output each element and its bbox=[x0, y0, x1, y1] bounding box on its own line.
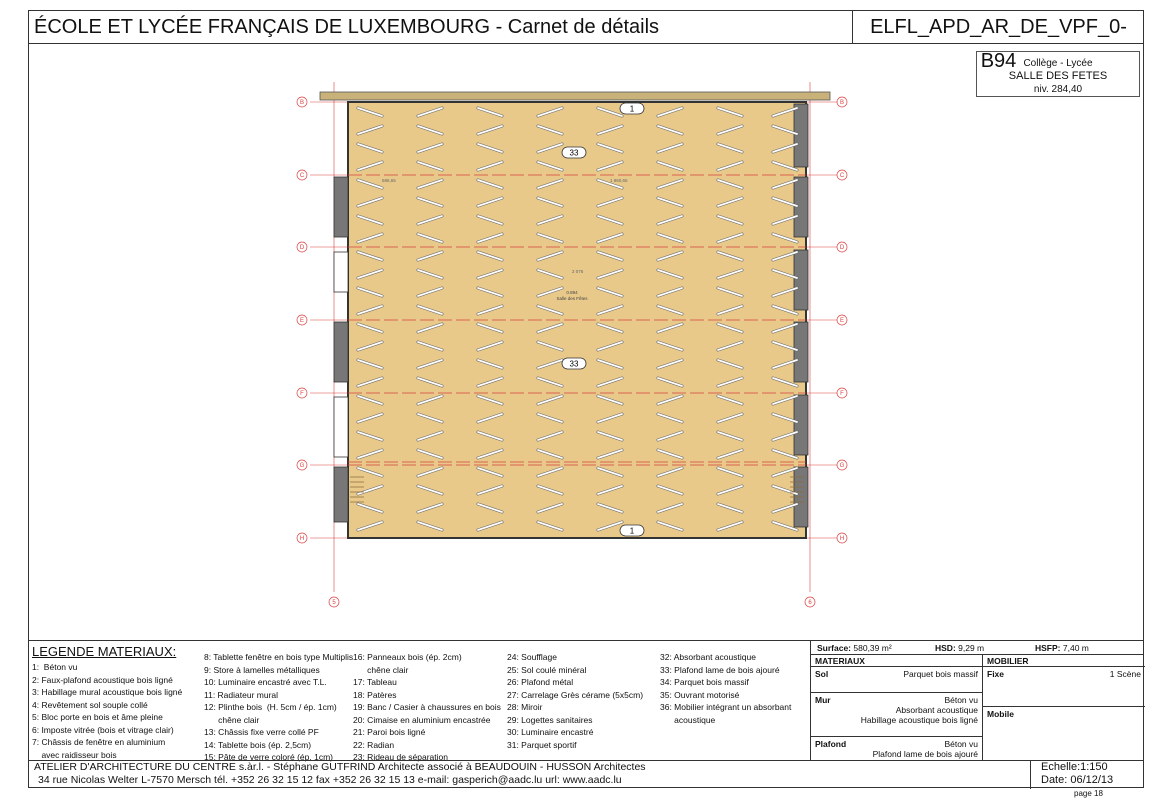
drawing-code: ELFL_APD_AR_DE_VPF_0-B94 bbox=[852, 10, 1144, 44]
legend-column-5: 32: Absorbant acoustique 33: Plafond lame de bois ajouré 34: Parquet bois massif 35: Ouvrant motorisé 36: Mobilier intégrant un absorbant acoustique bbox=[660, 652, 792, 725]
fixe-value: 1 Scène bbox=[1109, 669, 1141, 679]
floor-plan bbox=[290, 82, 860, 612]
grid-bubble-C-left bbox=[297, 170, 307, 180]
mur-label: Mur bbox=[815, 695, 831, 705]
grid-bubble-B-left bbox=[297, 97, 307, 107]
grid-bubble-H-left bbox=[297, 533, 307, 543]
sheet-title: ÉCOLE ET LYCÉE FRANÇAIS DE LUXEMBOURG - Carnet de détails bbox=[34, 16, 660, 38]
room-name: SALLE DES FETES bbox=[1008, 70, 1108, 82]
left-wall-panel bbox=[334, 252, 348, 292]
grid-bubble-label: G bbox=[839, 463, 845, 469]
tag-floor-bottom bbox=[620, 525, 644, 536]
grid-bubble-label: H bbox=[839, 536, 845, 542]
dim-middle: 2 076 bbox=[572, 269, 584, 274]
grid-bubble-label: F bbox=[840, 391, 844, 397]
grid-bubble-label: C bbox=[299, 173, 305, 179]
sol-value: Parquet bois massif bbox=[903, 669, 978, 679]
mur-value: Béton vu Absorbant acoustique Habillage acoustique bois ligné bbox=[860, 695, 978, 725]
right-wall-panel bbox=[794, 104, 808, 167]
legend-column-2: 8: Tablette fenêtre en bois type Multiplis 9: Store à lamelles métalliques 10: Luminaire encastré avec T.L. 11: Radiateur mural 12: Plinthe bois (H. 5cm / ép. 1cm) chêne clair 13: Châssis fixe verre collé PF 14: Tablette bois (ép. 2,5cm) 15: Pâte de verre coloré (ép. 1cm) bbox=[204, 652, 354, 762]
grid-bubble-label: 5 bbox=[332, 600, 336, 606]
grid-bubble-label: C bbox=[839, 173, 845, 179]
room-level: niv. 284,40 bbox=[1033, 84, 1083, 95]
grid-bubble-label: E bbox=[839, 318, 845, 324]
hsd-label: HSD: bbox=[935, 643, 956, 653]
spec-row-plafond bbox=[811, 737, 982, 761]
grid-bubble-F-left bbox=[297, 388, 307, 398]
left-wall-panel bbox=[334, 177, 348, 237]
grid-bubble-label: B bbox=[299, 100, 305, 106]
grid-bubble-label: G bbox=[299, 463, 305, 469]
right-wall-panel bbox=[794, 395, 808, 455]
tag-ceiling-top-label: 33 bbox=[569, 148, 579, 158]
grid-bubble-B-right bbox=[837, 97, 847, 107]
dim-left: 586,65 bbox=[382, 178, 396, 183]
surface-label: Surface: bbox=[817, 643, 852, 653]
grid-bubble-D-left bbox=[297, 242, 307, 252]
left-wall-panel bbox=[334, 397, 348, 457]
grid-bubble-label: H bbox=[299, 536, 305, 542]
legend-column-3: 16: Panneaux bois (ép. 2cm) chêne clair 17: Tableau 18: Patères 19: Banc / Casier à chaussures en bois 20: Cimaise en aluminium encastrée 21: Paroi bois ligné 22: Radian 23: Rideau de séparation bbox=[353, 652, 501, 762]
grid-bubble-col-5 bbox=[329, 597, 339, 607]
surface-value: 580,39 m² bbox=[853, 643, 892, 653]
grid-bubble-H-right bbox=[837, 533, 847, 543]
tag-ceiling-bottom bbox=[562, 358, 586, 369]
furniture-column bbox=[983, 655, 1145, 761]
mobile-label: Mobile bbox=[987, 709, 1014, 719]
office-address: 34 rue Nicolas Welter L-7570 Mersch tél. +352 26 32 15 12 fax +352 26 32 15 13 e-mail: gasperich@aadc.lu url: www.aadc.lu bbox=[38, 774, 622, 786]
spec-row-sol bbox=[811, 667, 982, 693]
grid-bubble-G-right bbox=[837, 460, 847, 470]
grid-bubble-col-6 bbox=[805, 597, 815, 607]
footer-block bbox=[28, 760, 1144, 788]
room-info-box bbox=[976, 51, 1140, 97]
sol-label: Sol bbox=[815, 669, 829, 679]
grid-bubble-label: F bbox=[300, 391, 304, 397]
spec-row-mur bbox=[811, 693, 982, 737]
office-name: ATELIER D'ARCHITECTURE DU CENTRE s.àr.l. - Stéphane GUTFRIND Architecte associé à BEAUDOUIN - HUSSON Architectes bbox=[34, 761, 646, 773]
grid-bubble-label: B bbox=[839, 100, 845, 106]
room-tag-name: Salle des Fêtes bbox=[556, 296, 588, 301]
hsfp-label: HSFP: bbox=[1035, 643, 1061, 653]
materials-header: MATERIAUX bbox=[811, 655, 982, 667]
grid-bubble-E-right bbox=[837, 315, 847, 325]
dim-right: 1 860,65 bbox=[610, 178, 628, 183]
spec-dimensions bbox=[811, 641, 1144, 655]
hsfp-value: 7,40 m bbox=[1062, 643, 1089, 653]
furniture-header: MOBILIER bbox=[983, 655, 1145, 667]
grid-bubble-label: E bbox=[299, 318, 305, 324]
top-wall bbox=[320, 92, 830, 100]
grid-bubble-E-left bbox=[297, 315, 307, 325]
grid-bubble-G-left bbox=[297, 460, 307, 470]
grid-bubble-label: D bbox=[299, 245, 305, 251]
building-label: Collège - Lycée bbox=[1023, 58, 1093, 69]
grid-bubble-label: D bbox=[839, 245, 845, 251]
grid-bubble-label: 6 bbox=[808, 600, 812, 606]
materials-column bbox=[811, 655, 983, 761]
scale-date-box bbox=[1030, 761, 1144, 789]
left-wall-panel bbox=[334, 467, 348, 522]
fixe-label: Fixe bbox=[987, 669, 1005, 679]
scale-label: Echelle:1:150 bbox=[1041, 761, 1108, 773]
plafond-value: Béton vu Plafond lame de bois ajouré bbox=[872, 739, 978, 759]
tag-floor-top-label: 1 bbox=[629, 104, 635, 114]
hsd-value: 9,29 m bbox=[958, 643, 985, 653]
grid-bubble-D-right bbox=[837, 242, 847, 252]
tag-floor-bottom-label: 1 bbox=[629, 526, 635, 536]
room-area: 0.894 bbox=[566, 290, 578, 295]
left-wall-panel bbox=[334, 322, 348, 382]
material-legend bbox=[28, 640, 810, 760]
tag-floor-top bbox=[620, 103, 644, 114]
grid-bubble-F-right bbox=[837, 388, 847, 398]
room-spec-table bbox=[810, 640, 1144, 760]
plafond-label: Plafond bbox=[815, 739, 847, 749]
legend-column-4: 24: Soufflage 25: Sol coulé minéral 26: Plafond métal 27: Carrelage Grès cérame (5x5cm) 28: Miroir 29: Logettes sanitaires 30: Luminaire encastré 31: Parquet sportif bbox=[507, 652, 644, 750]
legend-title: LEGENDE MATERIAUX: bbox=[32, 644, 177, 659]
page-number: page 18 bbox=[1074, 789, 1103, 798]
tag-ceiling-top bbox=[562, 147, 586, 158]
legend-column-1: 1: Béton vu 2: Faux-plafond acoustique bois ligné 3: Habillage mural acoustique bois ligné 4: Revêtement sol souple collé 5: Bloc porte en bois et âme pleine 6: Imposte vitrée (bois et vitrage clair) 7: Châssis de fenêtre en aluminium avec raidisseur bois bbox=[32, 662, 183, 760]
right-wall-panel bbox=[794, 322, 808, 382]
tag-ceiling-bottom-label: 33 bbox=[569, 359, 579, 369]
spec-row-mobile bbox=[983, 707, 1145, 761]
spec-row-fixe bbox=[983, 667, 1145, 707]
grid-bubble-C-right bbox=[837, 170, 847, 180]
date-label: Date: 06/12/13 bbox=[1041, 774, 1114, 786]
right-wall-panel bbox=[794, 250, 808, 310]
